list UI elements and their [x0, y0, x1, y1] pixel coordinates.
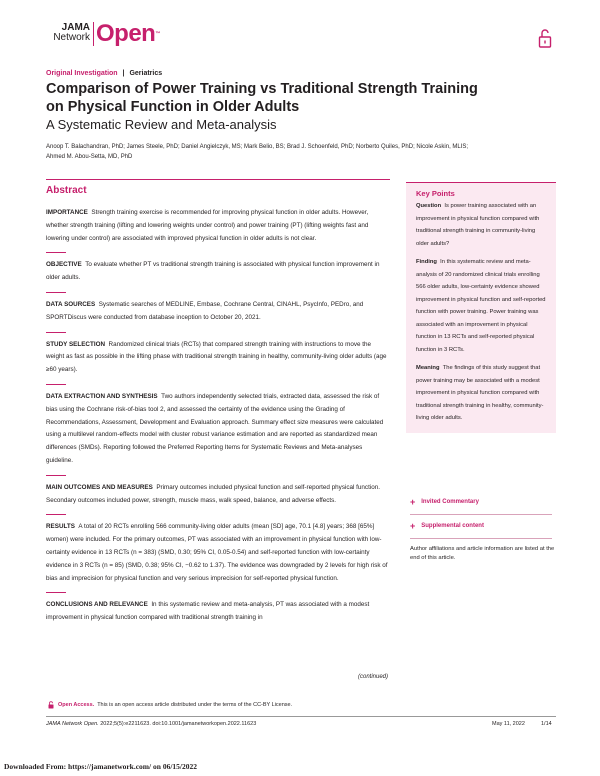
- section-divider: [46, 252, 66, 253]
- section-label: CONCLUSIONS AND RELEVANCE: [46, 601, 148, 609]
- logo-line-jama: JAMA: [61, 22, 90, 33]
- open-access-text: This is an open access article distributed under the terms of the CC-BY License.: [97, 702, 293, 708]
- side-link-divider: [410, 514, 552, 515]
- section-text: Randomized clinical trials (RCTs) that compared strength training with instructions to move the weight as fast as possible in the lifting phase with traditional strength training in healthy, community-living older adults (age ≥60 years).: [46, 340, 387, 374]
- abstract-data-extraction: [46, 391, 390, 468]
- key-points-box: [406, 182, 556, 433]
- footer-citation: [46, 721, 256, 727]
- abstract-top-rule: [46, 179, 390, 180]
- open-access-line: [48, 701, 292, 709]
- article-category[interactable]: Original Investigation: [46, 70, 118, 77]
- article-title: Comparison of Power Training vs Traditional Strength Training on Physical Function in Older Adults: [46, 81, 478, 115]
- logo-trademark: ™: [155, 31, 160, 37]
- abstract-objective: [46, 259, 390, 285]
- key-points-panel: [406, 183, 556, 433]
- section-text: Two authors independently selected trials, extracted data, assessed the risk of bias using the Cochrane risk-of-bias tool 2, and assessed the certainty of the evidence using the Grading of Recommendations, Assessment, Development and Evaluation approach. Summary effect size measures were calculated using a multilevel random-effects model with cluster robust variance estimation and are reported as standardized mean differences (SMDs). Reporting followed the Preferred Reporting Items for Systematic Reviews and Meta-analyses guideline.: [46, 392, 384, 464]
- key-point-label: Finding: [416, 259, 437, 265]
- section-label: DATA EXTRACTION AND SYNTHESIS: [46, 392, 158, 400]
- author-list: Anoop T. Balachandran, PhD; James Steele, PhD; Daniel Angielczyk, MS; Mark Belio, BS; Brad J. Schoenfeld, PhD; Norberto Quiles, PhD; Nicole Askin, MLIS; Ahmed M. Abou-Setta, MD, PhD: [46, 144, 469, 160]
- plus-icon: +: [410, 521, 416, 531]
- section-text: To evaluate whether PT vs traditional strength training is associated with physical function improvement in older adults.: [46, 261, 380, 282]
- invited-commentary-label: Invited Commentary: [421, 499, 479, 505]
- affiliations-note: Author affiliations and article information are listed at the end of this article.: [410, 546, 555, 561]
- open-access-icon: [48, 701, 54, 709]
- footer-citation-text: 2022;5(5):e2211623. doi:10.1001/jamanetworkopen.2022.11623: [100, 721, 257, 727]
- key-points-heading: Key Points: [416, 189, 455, 198]
- download-notice: Downloaded From: https://jamanetwork.com/ on 06/15/2022: [4, 762, 197, 771]
- abstract-data-sources: [46, 299, 390, 325]
- logo-divider: [93, 22, 94, 46]
- invited-commentary-link[interactable]: [410, 497, 560, 507]
- journal-header: [44, 18, 564, 54]
- section-label: IMPORTANCE: [46, 209, 88, 216]
- section-label: RESULTS: [46, 523, 75, 531]
- section-divider: [46, 384, 66, 385]
- section-text: Systematic searches of MEDLINE, Embase, Cochrane Central, CINAHL, PsycInfo, PEDro, and SPORTDiscus were conducted from database inception to October 20, 2021.: [46, 300, 364, 321]
- abstract-heading: Abstract: [46, 185, 87, 196]
- section-divider: [46, 592, 66, 593]
- abstract-conclusions: [46, 599, 390, 625]
- key-point-question: [416, 200, 548, 250]
- section-text: Primary outcomes included physical function and self-reported physical function. Secondary outcomes included power, strength, muscle mass, walk speed, balance, and adverse effects.: [46, 483, 380, 504]
- continued-note: (continued): [358, 674, 389, 680]
- section-divider: [46, 514, 66, 515]
- key-point-text: Is power training associated with an improvement in physical function compared with traditional strength training in community-living older adults?: [416, 203, 540, 247]
- abstract-results: [46, 521, 390, 585]
- side-link-divider: [410, 538, 552, 539]
- abstract-main-outcomes: [46, 482, 390, 508]
- open-access-label[interactable]: Open Access.: [58, 702, 95, 708]
- section-divider: [46, 292, 66, 293]
- key-point-text: The findings of this study suggest that power training may be associated with a modest improvement in physical function compared with traditional strength training in healthy, community-living older adults.: [416, 365, 544, 421]
- open-lock-icon: [538, 28, 552, 48]
- supplemental-content-link[interactable]: [410, 521, 560, 531]
- key-point-label: Question: [416, 203, 442, 209]
- journal-logo-text: [44, 23, 90, 43]
- supplemental-content-label: Supplemental content: [421, 523, 484, 529]
- abstract-body: [46, 207, 390, 632]
- section-text: A total of 20 RCTs enrolling 566 community-living older adults (mean [SD] age, 70.1 [4.8] years; 368 [65%] women) were included. For the primary outcomes, PT was associated with an improvement in physical function with low-certainty evidence in 13 RCTs (n = 383) (SMD, 0.30; 95% CI, 0.05-0.54) and self-reported function with low-certainty evidence in 3 RCTs (n = 85) (SMD, 0.38; 95% CI, −0.62 to 1.37). The evidence was downgraded by 2 levels for high risk of bias and imprecision for physical function and very serious imprecision for self-reported physical function.: [46, 523, 388, 582]
- section-label: MAIN OUTCOMES AND MEASURES: [46, 483, 153, 491]
- section-text: In this systematic review and meta-analysis, PT was associated with a modest improvement in physical function compared with traditional strength training in: [46, 601, 370, 622]
- footer-rule: [46, 716, 556, 717]
- kicker-separator: |: [122, 70, 125, 77]
- logo-open: [96, 20, 160, 48]
- article-subtitle: A Systematic Review and Meta-analysis: [46, 117, 277, 132]
- footer-page-number: 1/14: [541, 721, 552, 727]
- article-subcategory[interactable]: Geriatrics: [129, 70, 163, 77]
- abstract-study-selection: [46, 339, 390, 377]
- article-kicker: [46, 70, 162, 77]
- logo-open-text: Open: [96, 20, 156, 47]
- section-label: STUDY SELECTION: [46, 340, 106, 348]
- section-text: Strength training exercise is recommended for improving physical function in older adults. However, whether strength training (lifting and lowering weights under control) and power training (PT) (lifting weights fast and lowering under control) are associated with improved physical function in older adults is not clear.: [46, 209, 369, 242]
- footer-journal: JAMA Network Open.: [46, 721, 99, 727]
- key-point-finding: [416, 256, 548, 356]
- section-divider: [46, 332, 66, 333]
- abstract-importance: [46, 207, 390, 245]
- side-links: [410, 497, 560, 563]
- section-label: DATA SOURCES: [46, 300, 96, 308]
- plus-icon: +: [410, 497, 416, 507]
- section-divider: [46, 475, 66, 476]
- footer-date: May 11, 2022: [492, 721, 525, 727]
- section-label: OBJECTIVE: [46, 261, 82, 269]
- key-point-label: Meaning: [416, 365, 440, 371]
- logo-line-network: Network: [53, 32, 90, 43]
- key-point-text: In this systematic review and meta-analysis of 20 randomized clinical trials enrolling 566 older adults, low-certainty evidence showed improvement in physical function and self-reported function with power training. Power training was associated with an improvement in physical function in 13 RCTs and self-reported physical function in 3 RCTs.: [416, 259, 546, 353]
- key-point-meaning: [416, 362, 548, 425]
